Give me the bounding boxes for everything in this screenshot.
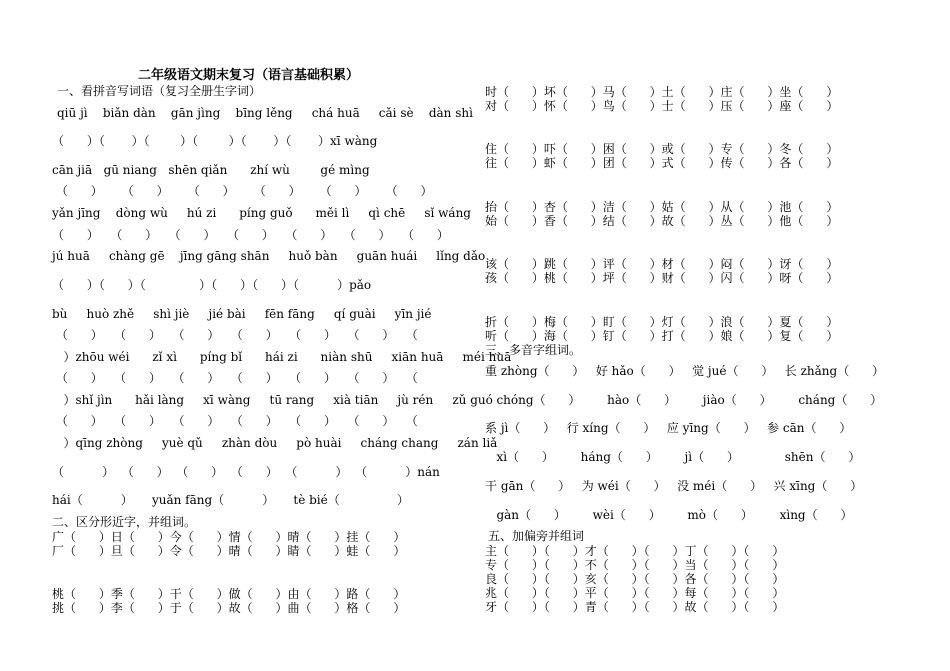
- exercise-line: 重 zhòng（ ） 好 hǎo（ ） 觉 jué（ ） 长 zhǎng（ ）: [485, 364, 885, 378]
- exercise-line: 主（ ）（ ）才（ ）（ ）丁（ ）（ ）: [485, 544, 785, 558]
- exercise-line: （ ）（ ）（ ）（ ）（ ）（ ）xī wàng: [52, 134, 378, 148]
- exercise-line: 广（ ）日（ ）今（ ）情（ ）晴（ ）挂（ ）: [52, 530, 406, 544]
- exercise-line: yǎn jīng dòng wù hú zi píng guǒ měi lì qì chē sǐ wáng: [52, 206, 471, 220]
- exercise-line: 往（ ）虾（ ）团（ ）式（ ）传（ ）各（ ）: [485, 156, 839, 170]
- section-5-title: 五、加偏旁并组词: [488, 529, 585, 543]
- exercise-line: qiū jì biǎn dàn gān jìng bīng lěng chá huā cǎi sè dàn shì: [57, 106, 473, 120]
- exercise-line: chóng（ ） hào（ ） jiào（ ） cháng（ ）: [485, 393, 883, 407]
- exercise-line: jú huā chàng gē jīng gāng shān huǒ bàn guān huái lǐng dǎo: [52, 249, 486, 263]
- exercise-line: ）qīng zhòng yuè qǔ zhàn dòu pò huài cháng chang zán liǎ: [52, 436, 498, 450]
- exercise-line: bù huò zhě shì jiè jié bài fēn fāng qí guài yīn jié: [52, 307, 432, 321]
- exercise-line: （ ） （ ） （ ） （ ） （ ） （ ） （: [52, 371, 418, 385]
- section-2-title: 二、区分形近字，并组词。: [52, 515, 197, 529]
- exercise-line: hái（ ） yuǎn fāng（ ） tè bié（ ）: [52, 493, 409, 507]
- exercise-line: （ ） （ ） （ ） （ ） （ ） （ ） （: [52, 414, 418, 428]
- exercise-line: 时（ ）坏（ ）马（ ）土（ ）庄（ ）坐（ ）: [485, 85, 839, 99]
- exercise-line: （ ）（ ）（ ）（ ）（ ）（ ）pǎo: [52, 278, 372, 292]
- exercise-line: 听（ ）海（ ）钉（ ）打（ ）娘（ ）复（ ）: [485, 329, 839, 343]
- exercise-line: 系 jì（ ） 行 xíng（ ） 应 yīng（ ） 参 cān（ ）: [485, 421, 852, 435]
- exercise-line: 住（ ）吓（ ）困（ ）或（ ）专（ ）冬（ ）: [485, 142, 839, 156]
- exercise-line: ）shǐ jìn hǎi làng xī wàng tū rang xià tiān jù rén zǔ guó: [52, 393, 493, 407]
- exercise-line: gàn（ ） wèi（ ） mò（ ） xìng（ ）: [485, 508, 853, 522]
- exercise-line: xì（ ） háng（ ） jì（ ） shēn（ ）: [485, 450, 861, 464]
- worksheet-title: 二年级语文期末复习（语言基础积累）: [138, 68, 360, 83]
- exercise-line: cān jiā gū niang shēn qiǎn zhí wù gé mìng: [52, 163, 370, 177]
- exercise-line: 折（ ）梅（ ）盯（ ）灯（ ）浪（ ）夏（ ）: [485, 315, 839, 329]
- exercise-line: 挑（ ）李（ ）于（ ）故（ ）曲（ ）格（ ）: [52, 601, 406, 615]
- exercise-line: 对（ ）怀（ ）鸟（ ）士（ ）压（ ）座（ ）: [485, 99, 839, 113]
- exercise-line: 该（ ）跳（ ）评（ ）材（ ）闷（ ）讶（ ）: [485, 257, 839, 271]
- section-1-title: 一、看拼音写词语（复习全册生字词）: [57, 84, 262, 98]
- exercise-line: （ ） （ ） （ ） （ ） （ ） （ ） （: [52, 328, 418, 342]
- exercise-line: 孩（ ）桃（ ）坪（ ）财（ ）闪（ ）呀（ ）: [485, 271, 839, 285]
- exercise-line: 抬（ ）杏（ ）洁（ ）姑（ ）从（ ）池（ ）: [485, 200, 839, 214]
- exercise-line: 专（ ）（ ）不（ ）（ ）当（ ）（ ）: [485, 558, 785, 572]
- exercise-line: 始（ ）香（ ）结（ ）故（ ）丛（ ）他（ ）: [485, 214, 839, 228]
- exercise-line: ）zhōu wéi zǐ xì píng bǐ hái zi niàn shū xiān huā méi huā: [52, 350, 512, 364]
- exercise-line: 良（ ）（ ）亥（ ）（ ）各（ ）（ ）: [485, 572, 785, 586]
- exercise-line: （ ） （ ） （ ） （ ） （ ） （ ） （ ）: [52, 228, 449, 242]
- exercise-line: （ ） （ ） （ ） （ ） （ ） （ ）nán: [52, 465, 440, 479]
- exercise-line: （ ） （ ） （ ） （ ） （ ） （ ）: [52, 184, 433, 198]
- exercise-line: 桃（ ）季（ ）干（ ）做（ ）由（ ）路（ ）: [52, 587, 406, 601]
- exercise-line: 干 gān（ ） 为 wéi（ ） 没 méi（ ） 兴 xīng（ ）: [485, 479, 863, 493]
- exercise-line: 兆（ ）（ ）平（ ）（ ）每（ ）（ ）: [485, 586, 785, 600]
- section-3-title: 三、多音字组词。: [485, 343, 582, 357]
- exercise-line: 厂（ ）旦（ ）令（ ）晴（ ）睛（ ）蛙（ ）: [52, 544, 406, 558]
- exercise-line: 牙（ ）（ ）青（ ）（ ）故（ ）（ ）: [485, 600, 785, 614]
